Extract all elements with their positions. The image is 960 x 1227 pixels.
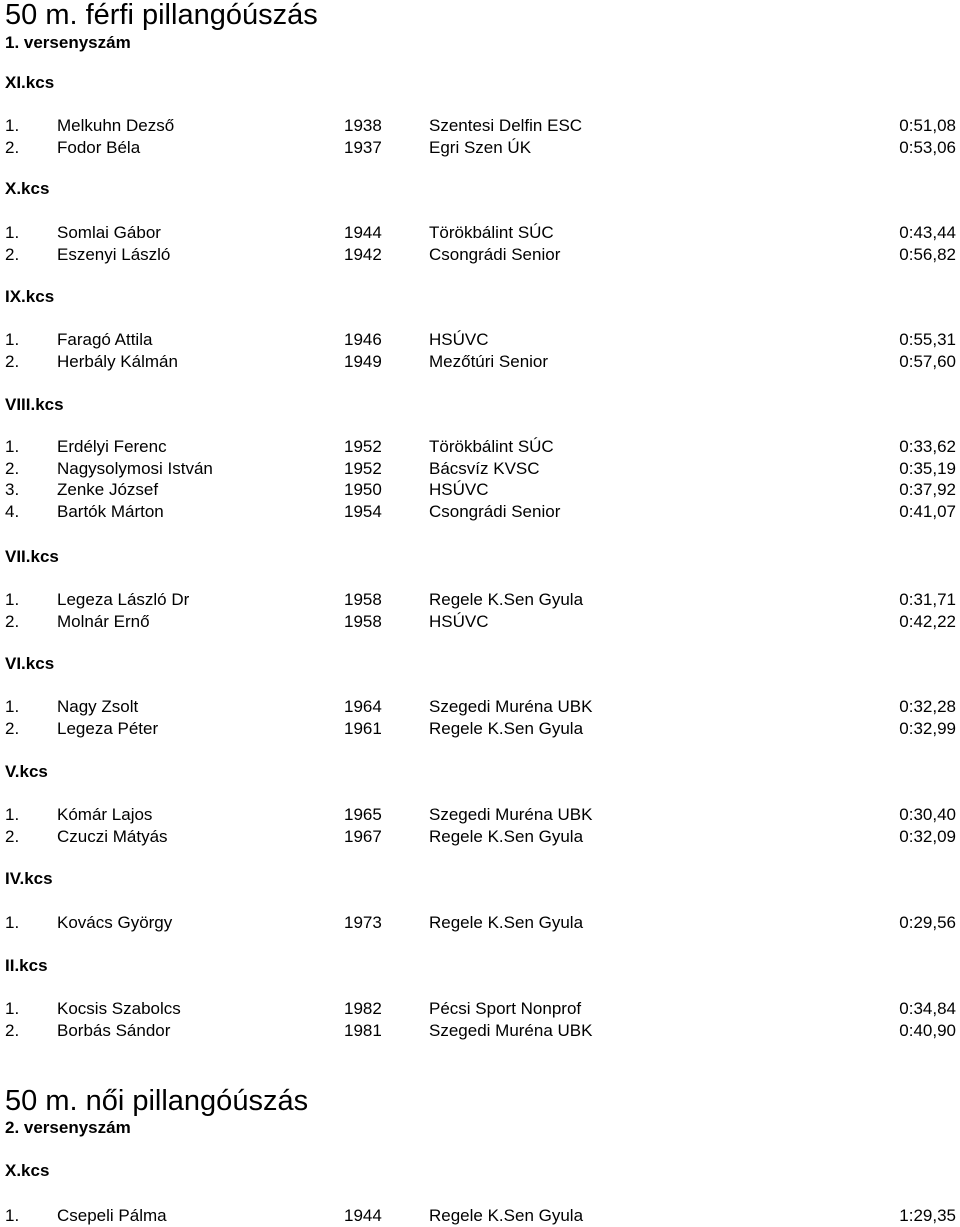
result-place: 2.: [5, 458, 20, 478]
birth-year: 1973: [344, 913, 382, 932]
result-row: [0, 696, 960, 718]
swimmer-name: Eszenyi László: [57, 244, 171, 264]
result-row: [0, 329, 960, 351]
club-name: Regele K.Sen Gyula: [429, 718, 584, 738]
birth-year: 1958: [344, 611, 382, 631]
result-time: 0:40,90: [899, 1020, 956, 1040]
result-place: 2.: [5, 351, 20, 371]
result-place: 1.: [5, 223, 20, 242]
result-row: [0, 804, 960, 826]
birth-year: 1952: [344, 458, 382, 478]
result-row: [0, 1020, 960, 1042]
result-place: 2.: [5, 1020, 20, 1040]
result-place: 2.: [5, 244, 20, 264]
birth-year: 1952: [344, 437, 382, 456]
club-name: Törökbálint SÚC: [429, 223, 554, 242]
result-time: 0:31,71: [899, 590, 956, 609]
result-row: [0, 137, 960, 159]
birth-year: 1981: [344, 1020, 382, 1040]
result-time: 0:56,82: [899, 244, 956, 264]
result-place: 1.: [5, 437, 20, 456]
event-number: 2. versenyszám: [5, 1118, 131, 1137]
result-place: 1.: [5, 1206, 20, 1225]
result-place: 2.: [5, 611, 20, 631]
birth-year: 1946: [344, 330, 382, 349]
result-row: [0, 589, 960, 611]
result-place: 1.: [5, 330, 20, 349]
swimmer-name: Melkuhn Dezső: [57, 116, 175, 135]
result-row: [0, 998, 960, 1020]
result-time: 0:51,08: [899, 116, 956, 135]
age-category-label: VI.kcs: [5, 654, 55, 673]
club-name: Pécsi Sport Nonprof: [429, 999, 582, 1018]
result-row: [0, 718, 960, 740]
result-row: [0, 912, 960, 934]
event-title: 50 m. férfi pillangóúszás: [5, 0, 318, 31]
club-name: HSÚVC: [429, 611, 489, 631]
result-place: 4.: [5, 501, 20, 521]
club-name: HSÚVC: [429, 480, 489, 499]
result-place: 2.: [5, 137, 20, 157]
result-row: [0, 436, 960, 458]
swimmer-name: Nagysolymosi István: [57, 458, 213, 478]
result-time: 0:33,62: [899, 437, 956, 456]
birth-year: 1937: [344, 137, 382, 157]
swimmer-name: Faragó Attila: [57, 330, 153, 349]
club-name: Bácsvíz KVSC: [429, 458, 540, 478]
birth-year: 1958: [344, 590, 382, 609]
birth-year: 1950: [344, 480, 382, 499]
result-time: 0:37,92: [899, 480, 956, 499]
result-time: 0:57,60: [899, 351, 956, 371]
age-category-label: IX.kcs: [5, 287, 55, 306]
club-name: Szentesi Delfin ESC: [429, 116, 583, 135]
swimmer-name: Fodor Béla: [57, 137, 141, 157]
event-title: 50 m. női pillangóúszás: [5, 1085, 309, 1117]
result-time: 0:29,56: [899, 913, 956, 932]
club-name: Regele K.Sen Gyula: [429, 1206, 584, 1225]
result-place: 1.: [5, 999, 20, 1018]
age-category-label: X.kcs: [5, 179, 50, 198]
result-place: 1.: [5, 590, 20, 609]
result-row: [0, 222, 960, 244]
club-name: Regele K.Sen Gyula: [429, 826, 584, 846]
club-name: Csongrádi Senior: [429, 244, 561, 264]
swimmer-name: Nagy Zsolt: [57, 697, 139, 716]
age-category-label: II.kcs: [5, 956, 48, 975]
birth-year: 1949: [344, 351, 382, 371]
result-place: 1.: [5, 697, 20, 716]
result-time: 0:35,19: [899, 458, 956, 478]
age-category-label: VII.kcs: [5, 547, 59, 566]
result-place: 2.: [5, 826, 20, 846]
birth-year: 1967: [344, 826, 382, 846]
result-time: 0:32,28: [899, 697, 956, 716]
club-name: Csongrádi Senior: [429, 501, 561, 521]
result-time: 0:41,07: [899, 501, 956, 521]
result-time: 1:29,35: [899, 1206, 956, 1225]
swimmer-name: Csepeli Pálma: [57, 1206, 167, 1225]
club-name: Egri Szen ÚK: [429, 137, 532, 157]
club-name: Szegedi Muréna UBK: [429, 805, 593, 824]
result-row: [0, 611, 960, 633]
club-name: Szegedi Muréna UBK: [429, 697, 593, 716]
result-time: 0:32,09: [899, 826, 956, 846]
club-name: Szegedi Muréna UBK: [429, 1020, 593, 1040]
swimmer-name: Borbás Sándor: [57, 1020, 171, 1040]
age-category-label: XI.kcs: [5, 73, 55, 92]
birth-year: 1938: [344, 116, 382, 135]
swimmer-name: Legeza Péter: [57, 718, 159, 738]
age-category-label: X.kcs: [5, 1161, 50, 1180]
result-place: 3.: [5, 480, 20, 499]
result-time: 0:53,06: [899, 137, 956, 157]
club-name: Regele K.Sen Gyula: [429, 913, 584, 932]
result-place: 1.: [5, 805, 20, 824]
age-category-label: IV.kcs: [5, 869, 53, 888]
swimmer-name: Zenke József: [57, 480, 159, 499]
birth-year: 1944: [344, 1206, 382, 1225]
result-row: [0, 1205, 960, 1227]
age-category-label: VIII.kcs: [5, 395, 64, 414]
club-name: Mezőtúri Senior: [429, 351, 549, 371]
result-row: [0, 826, 960, 848]
swimmer-name: Kocsis Szabolcs: [57, 999, 181, 1018]
swimmer-name: Herbály Kálmán: [57, 351, 178, 371]
result-place: 1.: [5, 913, 20, 932]
club-name: Regele K.Sen Gyula: [429, 590, 584, 609]
birth-year: 1982: [344, 999, 382, 1018]
club-name: HSÚVC: [429, 330, 489, 349]
swimmer-name: Czuczi Mátyás: [57, 826, 168, 846]
club-name: Törökbálint SÚC: [429, 437, 554, 456]
result-time: 0:55,31: [899, 330, 956, 349]
swimmer-name: Somlai Gábor: [57, 223, 161, 242]
result-row: [0, 115, 960, 137]
birth-year: 1961: [344, 718, 382, 738]
result-time: 0:34,84: [899, 999, 956, 1018]
birth-year: 1942: [344, 244, 382, 264]
birth-year: 1954: [344, 501, 382, 521]
birth-year: 1964: [344, 697, 382, 716]
result-row: [0, 458, 960, 480]
result-time: 0:42,22: [899, 611, 956, 631]
result-row: [0, 479, 960, 501]
result-place: 2.: [5, 718, 20, 738]
event-number: 1. versenyszám: [5, 33, 131, 52]
swimmer-name: Erdélyi Ferenc: [57, 437, 167, 456]
result-time: 0:30,40: [899, 805, 956, 824]
result-place: 1.: [5, 116, 20, 135]
result-row: [0, 244, 960, 266]
birth-year: 1944: [344, 223, 382, 242]
result-time: 0:32,99: [899, 718, 956, 738]
age-category-label: V.kcs: [5, 762, 48, 781]
swimmer-name: Molnár Ernő: [57, 611, 150, 631]
swimmer-name: Legeza László Dr: [57, 590, 190, 609]
birth-year: 1965: [344, 805, 382, 824]
swimmer-name: Bartók Márton: [57, 501, 164, 521]
result-row: [0, 351, 960, 373]
swimmer-name: Kómár Lajos: [57, 805, 153, 824]
result-time: 0:43,44: [899, 223, 956, 242]
result-row: [0, 501, 960, 523]
swimmer-name: Kovács György: [57, 913, 173, 932]
